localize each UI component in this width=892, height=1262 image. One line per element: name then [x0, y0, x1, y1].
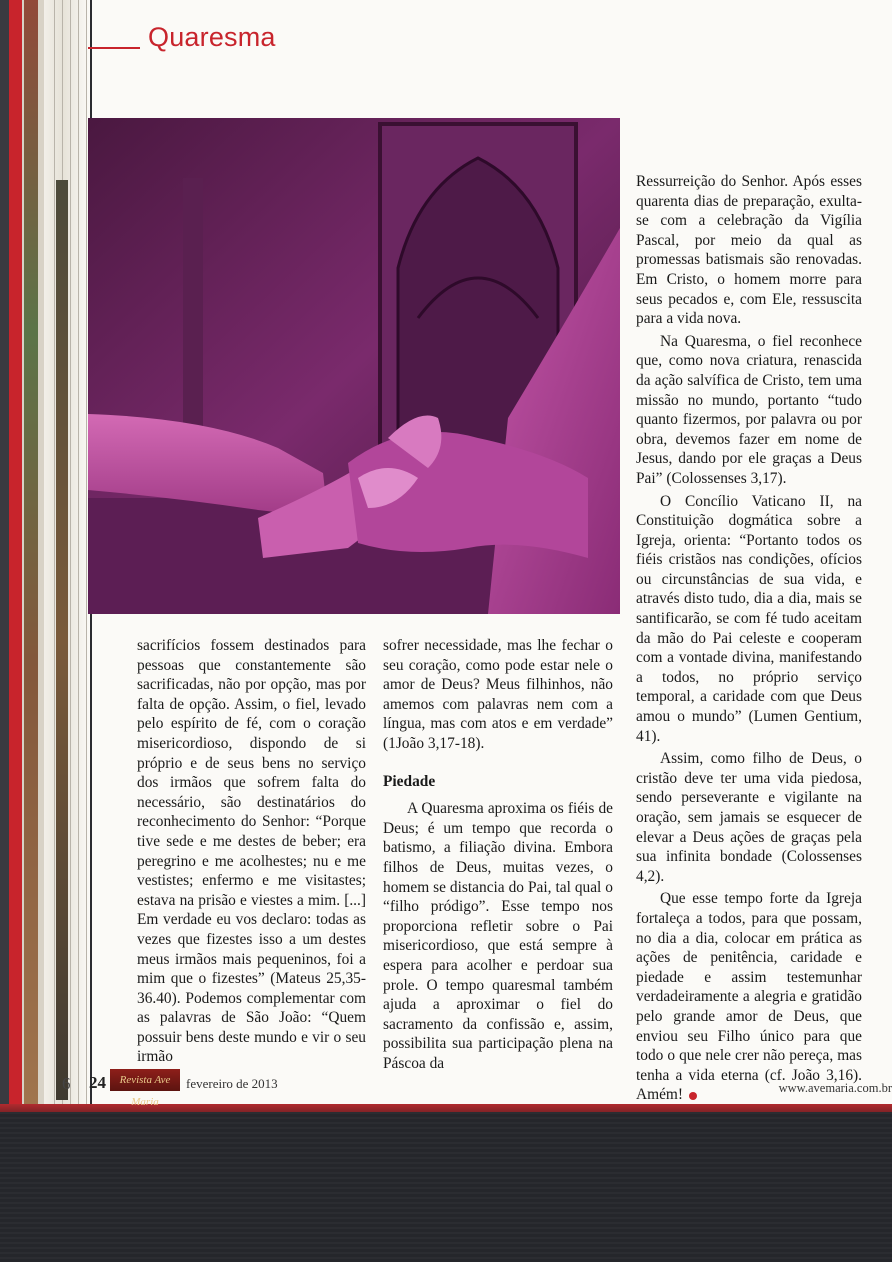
paragraph: sacrifícios fossem destinados para pessoas que constantemente são sacrificadas, não por opção, mas por falta de opção. Assim, o fiel, levado pelo espírito de fé, com o coração misericordioso, dispondo de si próprio e de seus bens no serviço dos irmãos que sofrem falta do necessário, são destinatários do reconhecimento do Senhor: “Porque tive sede e me destes de beber; era peregrino e me acolhestes; nu e me vestistes; enfermo e me visitastes; estava na prisão e viestes a mim. [...] Em verdade eu vos declaro: todas as vezes que fizestes isso a um destes meus irmãos mais pequeninos, foi a mim que o fizestes” (Mateus 25,35-36.40). Podemos complementar com as palavras de São João: “Quem possuir bens deste mundo e vir o seu irmão	[137, 637, 366, 1066]
subheading-piedade: Piedade	[383, 772, 436, 790]
paragraph: Ressurreição do Senhor. Após esses quarenta dias de preparação, exulta-se com a celebração da Vigília Pascal, por meio da qual as promessas batismais são renovadas. Em Cristo, o homem morre para seus pecados e, com Ele, ressuscita para a vida nova.	[636, 173, 862, 328]
text-column-1	[137, 636, 366, 1067]
paragraph-closing	[636, 889, 862, 1105]
hands-photo	[88, 118, 620, 614]
page-number: 24	[89, 1073, 106, 1092]
paragraph: Assim, como filho de Deus, o cristão deve ter uma vida piedosa, sendo perseverante e vigilante na oração, sem jamais se esquecer de elevar a Deus ações de graças pela sua infinita bondade (Colossenses 4,2).	[636, 750, 862, 885]
adjacent-page-number: 6	[62, 1074, 71, 1093]
header-rule	[88, 47, 140, 49]
inner-page-strip	[56, 180, 68, 1100]
text-column-3	[636, 172, 862, 1105]
paragraph: sofrer necessidade, mas lhe fechar o seu coração, como pode estar nele o amor de Deus? Meus filhinhos, não amemos com palavras nem com a língua, mas com atos e em verdade” (1João 3,17-18).	[383, 637, 613, 752]
issue-date: fevereiro de 2013	[186, 1076, 278, 1091]
text-column-2	[383, 636, 613, 1073]
website-url: www.avemaria.com.br	[778, 1081, 892, 1095]
adjacent-page-photo-strip	[24, 0, 38, 1110]
scanner-background	[0, 1112, 892, 1262]
end-mark-icon	[689, 1092, 697, 1100]
magazine-logo: Revista Ave Maria	[110, 1069, 180, 1091]
paragraph: A Quaresma aproxima os fiéis de Deus; é um tempo que recorda o batismo, a filiação divina. Embora filhos de Deus, muitas vezes, o homem se distancia do Pai, tal qual o “filho pródigo”. Esse tempo nos proporciona refletir sobre o Pai misericordioso, que está sempre à espera para acolher e perdoar sua prole. O tempo quaresmal também ajuda a aproximar o fiel do sacramento da confissão e, assim, possibilita sua participação plena na Páscoa da	[383, 800, 613, 1072]
paragraph: O Concílio Vaticano II, na Constituição dogmática sobre a Igreja, orienta: “Portanto todos os fiéis cristãos nas condições, ofícios ou circunstâncias de sua vida, e através disto tudo, dia a dia, mais se santificarão, se com fé tudo aceitam da mão do Pai celeste e cooperam com a vontade divina, manifestando a todos, no próprio serviço temporal, a caridade com que Deus amou o mundo” (Lumen Gentium, 41).	[636, 492, 862, 745]
adjacent-page-edge	[0, 0, 44, 1110]
section-title: Quaresma	[148, 22, 276, 52]
closing-text: Que esse tempo forte da Igreja fortaleça a todos, para que possam, no dia a dia, colocar em prática as ações de penitência, caridade e piedade e assim testemunhar verdadeiramente a alegria e gratidão pelo grande amor de Deus, que enviou seu Filho único para que todo o que nele crer não pereça, mas tenha a vida eterna (cf. João 3,16). Amém!	[636, 890, 862, 1104]
paragraph: Na Quaresma, o fiel reconhece que, como nova criatura, renascida da ação salvífica de Cristo, tem uma missão no mundo, portanto “tudo quanto fizermos, por palavra ou por obra, devemos fazer em nome de Jesus, dando por ele graças a Deus Pai” (Colossenses 3,17).	[636, 332, 862, 487]
